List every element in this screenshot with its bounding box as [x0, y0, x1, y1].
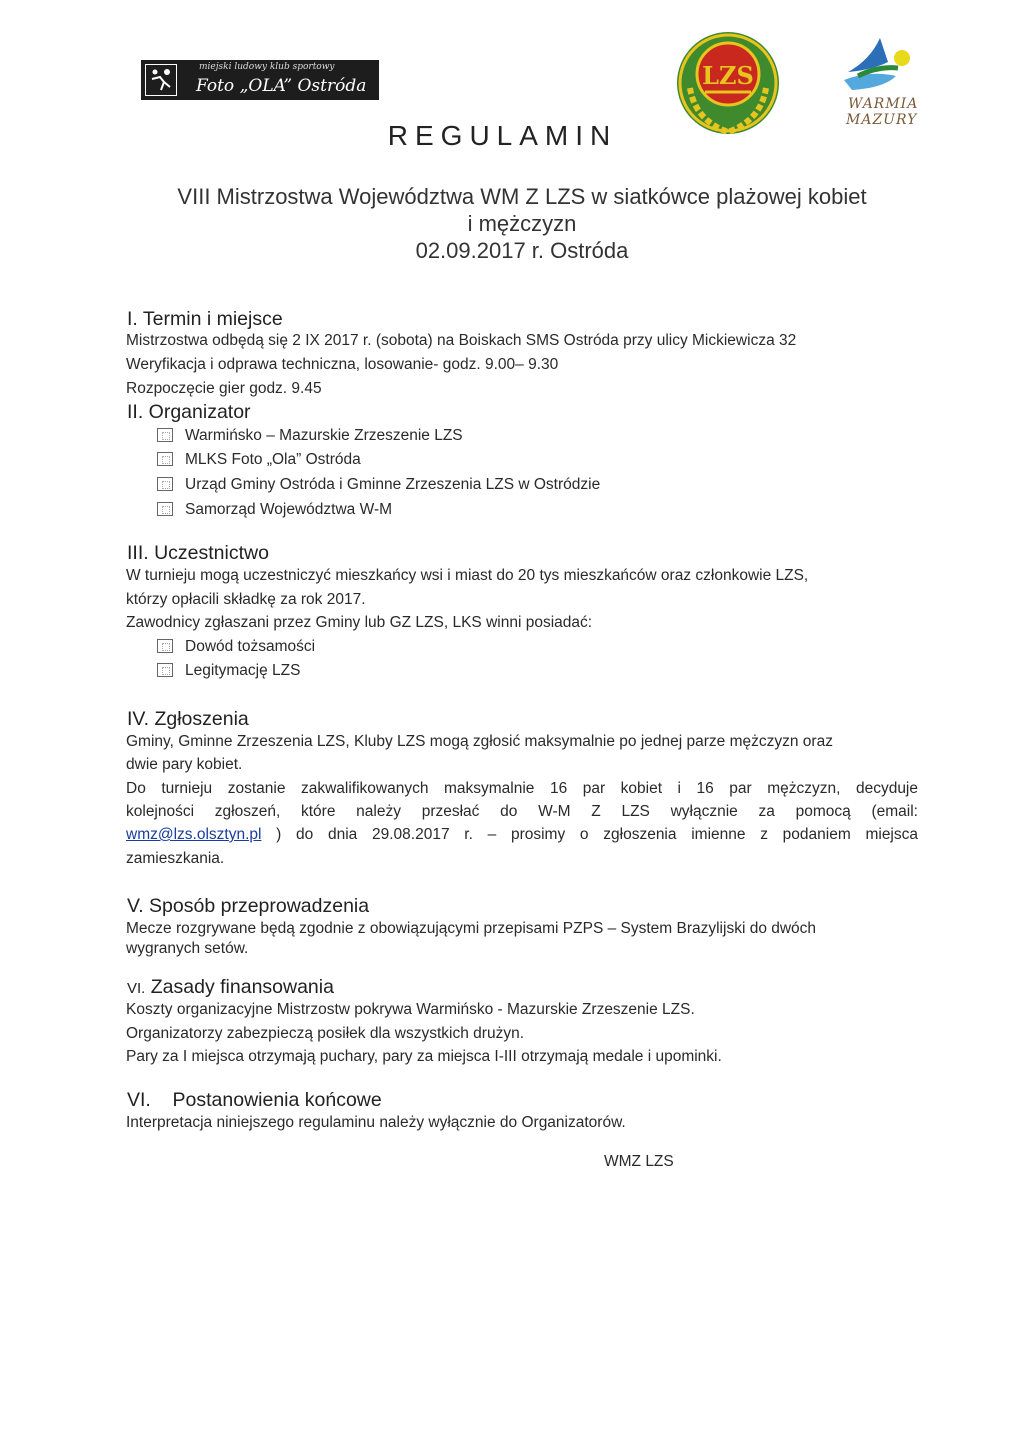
checkbox-icon	[157, 502, 173, 516]
warmia-mazury-logo	[840, 36, 936, 132]
section-heading-organizator: II. Organizator	[127, 401, 251, 423]
list-item: MLKS Foto „Ola” Ostróda	[157, 451, 361, 469]
finansowanie-line: Pary za I miejsca otrzymają puchary, pary za miejsca I-III otrzymają medale i upominki.	[126, 1048, 722, 1065]
termin-line: Rozpoczęcie gier godz. 9.45	[126, 380, 322, 397]
checkbox-icon	[157, 639, 173, 653]
club-logo	[141, 60, 379, 100]
postanowienia-line: Interpretacja niniejszego regulaminu należy wyłącznie do Organizatorów.	[126, 1114, 626, 1131]
zgloszenia-line: wmz@lzs.olsztyn.pl ) do dnia 29.08.2017 r. – prosimy o zgłoszenia imienne z podaniem miejsca	[126, 826, 918, 843]
mazury-text: MAZURY	[846, 112, 918, 128]
list-item: Legitymację LZS	[157, 662, 300, 680]
sposob-line: Mecze rozgrywane będą zgodnie z obowiązującymi przepisami PZPS – System Brazylijski do dwóch	[126, 920, 817, 937]
checkbox-icon	[157, 663, 173, 677]
uczestnictwo-line: którzy opłacili składkę za rok 2017.	[126, 591, 366, 608]
event-title-line-2: i mężczyzn	[467, 211, 577, 236]
termin-line: Mistrzostwa odbędą się 2 IX 2017 r. (sobota) na Boiskach SMS Ostróda przy ulicy Mickiewicza 32	[126, 332, 797, 349]
zgloszenia-line: dwie pary kobiet.	[126, 756, 243, 773]
finansowanie-line: Koszty organizacyjne Mistrzostw pokrywa Warmińsko - Mazurskie Zrzeszenie LZS.	[126, 1001, 695, 1018]
lzs-emblem-text: LZS	[702, 61, 754, 90]
checkbox-icon	[157, 428, 173, 442]
checkbox-icon	[157, 452, 173, 466]
email-link[interactable]: wmz@lzs.olsztyn.pl	[126, 826, 262, 843]
list-item: Samorząd Województwa W-M	[157, 501, 392, 519]
signature: WMZ LZS	[604, 1153, 674, 1170]
zgloszenia-line: zamieszkania.	[126, 850, 225, 867]
checkbox-icon	[157, 477, 173, 491]
termin-line: Weryfikacja i odprawa techniczna, losowanie- godz. 9.00– 9.30	[126, 356, 559, 373]
club-name: Foto „OLA” Ostróda	[196, 76, 367, 96]
section-heading-termin: I. Termin i miejsce	[127, 308, 283, 330]
zgloszenia-line: kolejności zgłoszeń, które należy przesłać do W-M Z LZS wyłącznie za pomocą (email:	[126, 803, 918, 820]
event-title-line-1: VIII Mistrzostwa Województwa WM Z LZS w siatkówce plażowej kobiet	[177, 184, 867, 209]
list-item: Urząd Gminy Ostróda i Gminne Zrzeszenia LZS w Ostródzie	[157, 476, 600, 494]
warmia-text: WARMIA	[848, 96, 919, 112]
section-heading-postanowienia: VI. Postanowienia końcowe	[127, 1089, 382, 1111]
sposob-line: wygranych setów.	[126, 940, 249, 957]
section-heading-uczestnictwo: III. Uczestnictwo	[127, 542, 269, 564]
section-heading-finansowanie: VI. Zasady finansowania	[127, 976, 334, 998]
zgloszenia-line: Gminy, Gminne Zrzeszenia LZS, Kluby LZS mogą zgłosić maksymalnie po jednej parze mężczyzn oraz	[126, 733, 833, 750]
section-heading-zgloszenia: IV. Zgłoszenia	[127, 708, 249, 730]
uczestnictwo-line: W turnieju mogą uczestniczyć mieszkańcy wsi i miast do 20 tys mieszkańców oraz członkowie LZS,	[126, 567, 809, 584]
list-item: Warmińsko – Mazurskie Zrzeszenie LZS	[157, 427, 463, 445]
volleyball-player-icon	[145, 64, 177, 96]
club-tagline: miejski ludowy klub sportowy	[199, 62, 335, 72]
section-heading-sposob: V. Sposób przeprowadzenia	[127, 895, 370, 917]
document-title: REGULAMIN	[387, 120, 618, 151]
zgloszenia-line: Do turnieju zostanie zakwalifikowanych maksymalnie 16 par kobiet i 16 par mężczyzn, decyduje	[126, 780, 918, 797]
list-item: Dowód tożsamości	[157, 638, 315, 656]
uczestnictwo-line: Zawodnicy zgłaszani przez Gminy lub GZ LZS, LKS winni posiadać:	[126, 614, 593, 631]
finansowanie-line: Organizatorzy zabezpieczą posiłek dla wszystkich drużyn.	[126, 1025, 525, 1042]
event-date-place: 02.09.2017 r. Ostróda	[415, 238, 629, 263]
